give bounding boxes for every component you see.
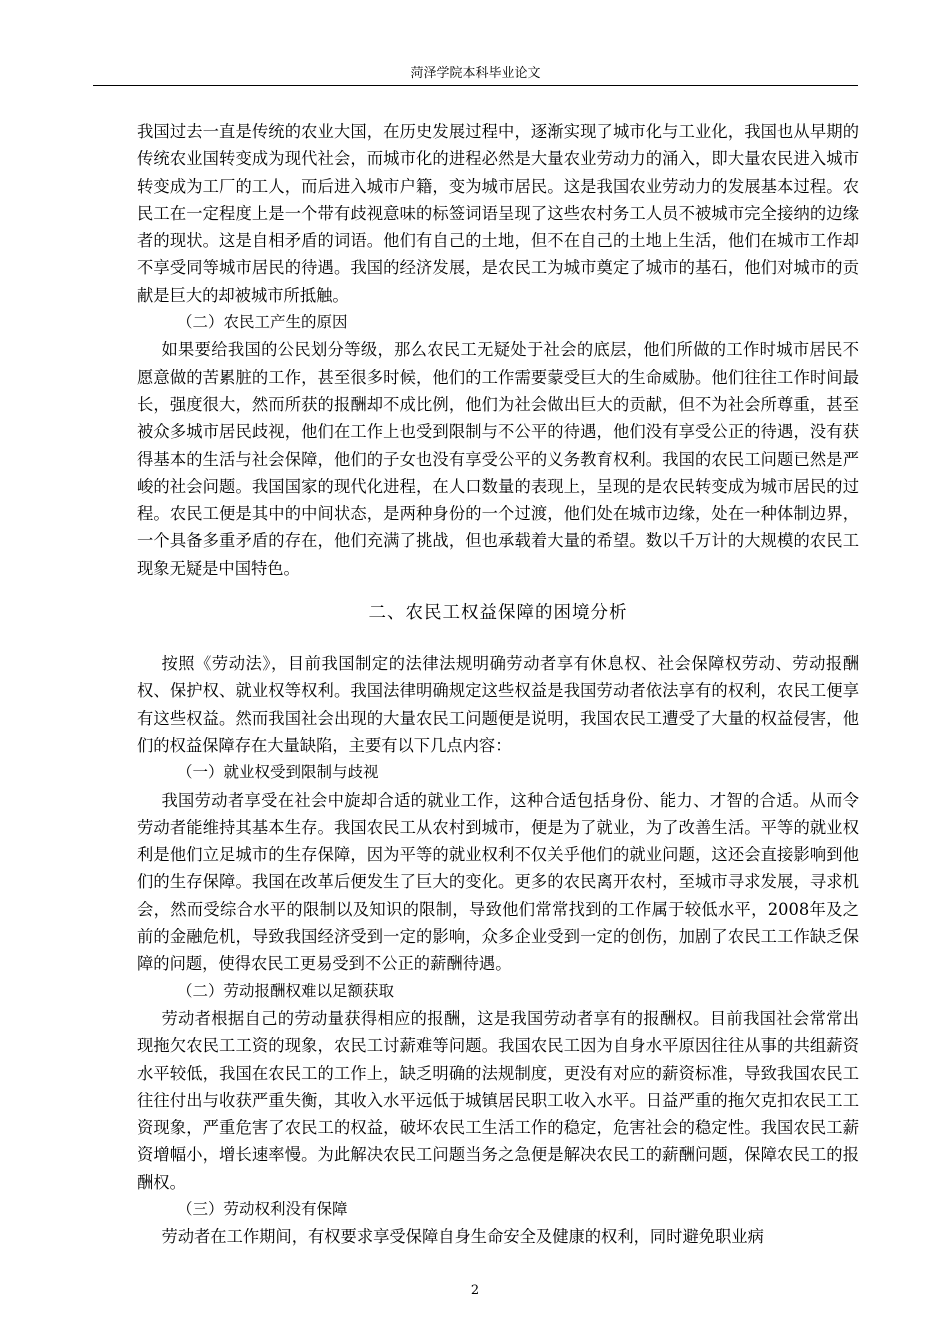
paragraph-labor-law: 按照《劳动法》，目前我国制定的法律法规明确劳动者享有休息权、社会保障权劳动、劳动报酬权、保护权、就业权等权利。我国法律明确规定这些权益是我国劳动者依法享有的权利，农民工便享有这些权益。然而我国社会出现的大量农民工问题便是说明，我国农民工遭受了大量的权益侵害，他们的权益保障存在大量缺陷，主要有以下几点内容：	[137, 654, 859, 755]
paragraph-labor-rights: 劳动者在工作期间，有权要求享受保障自身生命安全及健康的权利，同时避免职业病	[161, 1227, 764, 1247]
header-divider	[93, 85, 858, 86]
paragraph-remuneration: 劳动者根据自己的劳动量获得相应的报酬，这是我国劳动者享有的报酬权。目前我国社会常常出现拖欠农民工工资的现象，农民工讨薪难等问题。我国农民工因为自身水平原因往往从事的共组薪资水平较低，我国在农民工的工作上，缺乏明确的法规制度，更没有对应的薪资标准，导致我国农民工往往付出与收获严重失衡，其收入水平远低于城镇居民职工收入水平。日益严重的拖欠克扣农民工工资现象，严重危害了农民工的权益，破坏农民工生活工作的稳定，危害社会的稳定性。我国农民工薪资增幅小，增长速率慢。为此解决农民工问题当务之急便是解决农民工的薪酬问题，保障农民工的报酬权。	[137, 1008, 859, 1192]
section-heading-dilemma: 二、农民工权益保障的困境分析	[368, 603, 628, 624]
paragraph-employment: 我国劳动者享受在社会中旋却合适的就业工作，这种合适包括身份、能力、才智的合适。从而令劳动者能维持其基本生存。我国农民工从农村到城市，便是为了就业，为了改善生活。平等的就业权利是他们立足城市的生存保障，因为平等的就业权利不仅关乎他们的就业问题，这还会直接影响到他们的生存保障。我国在改革后便发生了巨大的变化。更多的农民离开农村，至城市寻求发展，寻求机会，然而受综合水平的限制以及知识的限制，导致他们常常找到的工作属于较低水平，2008年及之前的金融危机，导致我国经济受到一定的影响，众多企业受到一定的创伤，加剧了农民工工作缺乏保障的问题，使得农民工更易受到不公正的薪酬待遇。	[137, 790, 859, 974]
paragraph-causes: 如果要给我国的公民划分等级，那么农民工无疑处于社会的底层，他们所做的工作时城市居民不愿意做的苦累脏的工作，甚至很多时候，他们的工作需要蒙受巨大的生命威胁。他们往往工作时间最长，强度很大，然而所获的报酬却不成比例，他们为社会做出巨大的贡献，但不为社会所尊重，甚至被众多城市居民歧视，他们在工作上也受到限制与不公平的待遇，他们没有享受公正的待遇，没有获得基本的生活与社会保障，他们的子女也没有享受公平的义务教育权利。我国的农民工问题已然是严峻的社会问题。我国国家的现代化进程，在人口数量的表现上，呈现的是农民转变成为城市居民的过程。农民工便是其中的中间状态，是两种身份的一个过渡，他们处在城市边缘，处在一种体制边界，一个具备多重矛盾的存在，他们充满了挑战，但也承载着大量的希望。数以千万计的大规模的农民工现象无疑是中国特色。	[137, 340, 859, 578]
paragraph-urbanization: 我国过去一直是传统的农业大国，在历史发展过程中，逐渐实现了城市化与工业化，我国也从早期的传统农业国转变成为现代社会，而城市化的进程必然是大量农业劳动力的涌入，即大量农民进入城市转变成为工厂的工人，而后进入城市户籍，变为城市居民。这是我国农业劳动力的发展基本过程。农民工在一定程度上是一个带有歧视意味的标签词语呈现了这些农村务工人员不被城市完全接纳的边缘者的现状。这是自相矛盾的词语。他们有自己的土地，但不在自己的土地上生活，他们在城市工作却不享受同等城市居民的待遇。我国的经济发展，是农民工为城市奠定了城市的基石，他们对城市的贡献是巨大的却被城市所抵触。	[137, 122, 859, 305]
subheading-employment: （一）就业权受到限制与歧视	[177, 763, 379, 782]
document-body	[137, 118, 859, 1251]
subheading-labor-rights: （三）劳动权利没有保障	[177, 1199, 348, 1218]
page-header: 菏泽学院本科毕业论文	[410, 66, 541, 81]
subheading-causes: （二）农民工产生的原因	[177, 313, 348, 332]
subheading-remuneration: （二）劳动报酬权难以足额获取	[177, 981, 395, 1000]
page-number: 2	[470, 1283, 480, 1298]
